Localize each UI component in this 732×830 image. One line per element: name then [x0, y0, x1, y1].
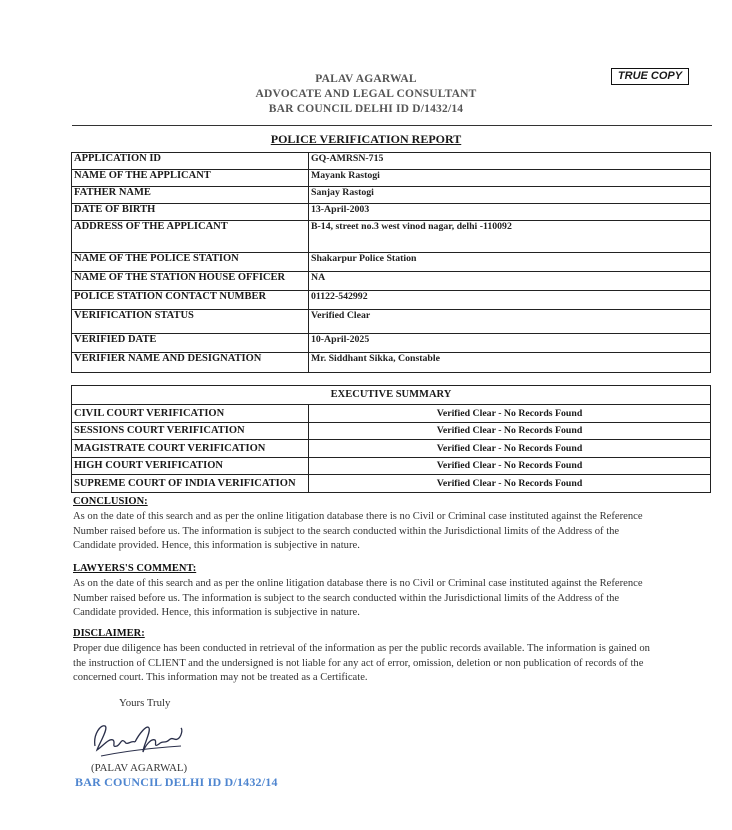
- details-label: NAME OF THE POLICE STATION: [72, 253, 309, 272]
- summary-row: [72, 440, 711, 458]
- details-row: [72, 253, 711, 272]
- executive-summary-title: EXECUTIVE SUMMARY: [71, 385, 711, 404]
- details-row: [72, 353, 711, 373]
- details-label: VERIFIER NAME AND DESIGNATION: [72, 353, 309, 373]
- details-row: [72, 310, 711, 334]
- advocate-role: ADVOCATE AND LEGAL CONSULTANT: [255, 88, 477, 100]
- header-divider: [72, 125, 712, 126]
- summary-row: [72, 475, 711, 493]
- disclaimer-line: the instruction of CLIENT and the undersigned is not liable for any act of error, omission, deletion or non publication of records of the: [73, 657, 644, 669]
- signatory-name: (PALAV AGARWAL): [91, 762, 188, 774]
- details-row: [72, 187, 711, 204]
- summary-row: [72, 405, 711, 423]
- details-row: [72, 221, 711, 253]
- details-value: GQ-AMRSN-715: [309, 153, 711, 170]
- summary-label: SESSIONS COURT VERIFICATION: [72, 422, 309, 440]
- details-row: [72, 170, 711, 187]
- details-label: NAME OF THE STATION HOUSE OFFICER: [72, 272, 309, 291]
- lawyers-comment-section: [73, 562, 713, 621]
- details-row: [72, 204, 711, 221]
- details-value: Shakarpur Police Station: [309, 253, 711, 272]
- closing-text: Yours Truly: [119, 697, 171, 709]
- details-row: [72, 291, 711, 310]
- details-table: [71, 152, 711, 373]
- details-value: Verified Clear: [309, 310, 711, 334]
- details-value: B-14, street no.3 west vinod nagar, delhi -110092: [309, 221, 711, 253]
- bar-council-id: BAR COUNCIL DELHI ID D/1432/14: [268, 103, 464, 115]
- summary-table: [71, 404, 711, 493]
- details-value: Sanjay Rastogi: [309, 187, 711, 204]
- summary-row: [72, 422, 711, 440]
- details-row: [72, 272, 711, 291]
- conclusion-heading: CONCLUSION:: [73, 496, 148, 507]
- lawyers-comment-heading: LAWYERS'S COMMENT:: [73, 563, 197, 574]
- details-value: NA: [309, 272, 711, 291]
- signatory-bar-id: BAR COUNCIL DELHI ID D/1432/14: [75, 775, 278, 789]
- details-value: Mayank Rastogi: [309, 170, 711, 187]
- summary-value: Verified Clear - No Records Found: [309, 475, 711, 493]
- report-title: POLICE VERIFICATION REPORT: [270, 132, 462, 146]
- lawyers-comment-line: Number raised before us. The information is subject to the search conducted within the Jurisdictional limits of the Address of the: [73, 592, 620, 604]
- true-copy-stamp: TRUE COPY: [611, 68, 689, 85]
- summary-value: Verified Clear - No Records Found: [309, 457, 711, 475]
- details-value: 13-April-2003: [309, 204, 711, 221]
- summary-value: Verified Clear - No Records Found: [309, 440, 711, 458]
- details-label: ADDRESS OF THE APPLICANT: [72, 221, 309, 253]
- advocate-name: PALAV AGARWAL: [315, 73, 417, 85]
- details-label: POLICE STATION CONTACT NUMBER: [72, 291, 309, 310]
- details-label: VERIFICATION STATUS: [72, 310, 309, 334]
- details-label: FATHER NAME: [72, 187, 309, 204]
- summary-label: MAGISTRATE COURT VERIFICATION: [72, 440, 309, 458]
- disclaimer-heading: DISCLAIMER:: [73, 628, 145, 639]
- handwritten-signature: [91, 716, 191, 766]
- details-value: 10-April-2025: [309, 334, 711, 353]
- summary-label: SUPREME COURT OF INDIA VERIFICATION: [72, 475, 309, 493]
- disclaimer-section: [73, 627, 713, 686]
- disclaimer-line: concerned court. This information may not be treated as a Certificate.: [73, 672, 368, 684]
- summary-row: [72, 457, 711, 475]
- conclusion-section: [73, 495, 713, 554]
- conclusion-line: As on the date of this search and as per the online litigation database there is no Civil or Criminal case instituted against the Reference: [73, 510, 643, 522]
- details-label: APPLICATION ID: [72, 153, 309, 170]
- conclusion-line: Candidate provided. Hence, this information is subjective in nature.: [73, 540, 360, 552]
- summary-label: CIVIL COURT VERIFICATION: [72, 405, 309, 423]
- details-value: Mr. Siddhant Sikka, Constable: [309, 353, 711, 373]
- summary-label: HIGH COURT VERIFICATION: [72, 457, 309, 475]
- lawyers-comment-line: Candidate provided. Hence, this information is subjective in nature.: [73, 607, 360, 619]
- lawyers-comment-line: As on the date of this search and as per the online litigation database there is no Civil or Criminal case instituted against the Reference: [73, 577, 643, 589]
- conclusion-line: Number raised before us. The information is subject to the search conducted within the Jurisdictional limits of the Address of the: [73, 525, 620, 537]
- details-value: 01122-542992: [309, 291, 711, 310]
- details-label: VERIFIED DATE: [72, 334, 309, 353]
- details-label: DATE OF BIRTH: [72, 204, 309, 221]
- disclaimer-line: Proper due diligence has been conducted in retrieval of the information as per the public records available. The information is gained on: [73, 642, 650, 654]
- summary-value: Verified Clear - No Records Found: [309, 405, 711, 423]
- details-row: [72, 334, 711, 353]
- details-label: NAME OF THE APPLICANT: [72, 170, 309, 187]
- summary-value: Verified Clear - No Records Found: [309, 422, 711, 440]
- details-row: [72, 153, 711, 170]
